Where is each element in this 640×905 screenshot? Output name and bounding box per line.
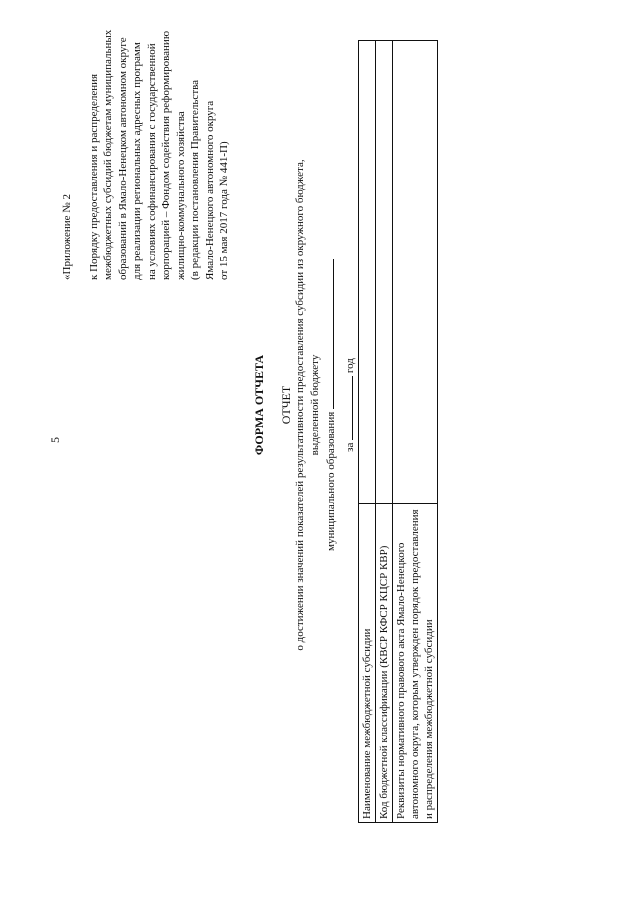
table-row [359,41,376,823]
appendix-line: (в редакции постановления Правительства [189,79,201,280]
table-cell-value [393,41,438,504]
table-cell-value [376,41,393,504]
period-prefix: за [343,442,356,452]
form-title: ФОРМА ОТЧЕТА [252,354,266,456]
appendix-line: корпорацией – Фондом содействия реформированию [160,30,172,280]
table-row [393,41,438,823]
period-suffix: год [343,358,356,374]
table-cell-label: Наименование межбюджетной субсидии [359,504,376,823]
municipality-line [322,145,339,665]
table-row [376,41,393,823]
appendix-line: для реализации региональных адресных программ [131,42,143,280]
period-line [341,145,358,665]
table-cell-label: Код бюджетной классификации (КВСР КФСР КЦСР КВР) [376,504,393,823]
period-blank [341,376,353,440]
report-title: ОТЧЕТ [278,385,293,425]
appendix-line: межбюджетных субсидий бюджетам муниципальных [102,29,114,280]
appendix-line: жилищно-коммунального хозяйства [174,111,187,280]
appendix-title: «Приложение № 2 [61,193,73,280]
table-cell-value [359,41,376,504]
appendix-line: Ямало-Ненецкого автономного округа [203,100,216,280]
table-cell-label: Реквизиты нормативного правового акта Ямало-Ненецкого автономного округа, которым утвержден порядок предоставления и распределения межбюджетной субсидии [393,504,438,823]
appendix-line: к Порядку предоставления и распределения [87,73,100,280]
appendix-block [60,10,232,280]
title-block [252,145,357,665]
report-subtitle: о достижении значений показателей результативности предоставления субсидии из окружного бюджета, выделенной бюджету [294,159,321,651]
page-number: 5 [48,437,62,443]
municipality-label: муниципального образования [325,411,337,552]
report-table [358,40,438,823]
appendix-line: образований в Ямало-Ненецком автономном округе [116,37,129,280]
appendix-line: на условиях софинансирования с государственной [145,43,158,280]
municipality-blank [322,259,334,409]
appendix-line: от 15 мая 2017 года № 441-П) [218,141,230,280]
